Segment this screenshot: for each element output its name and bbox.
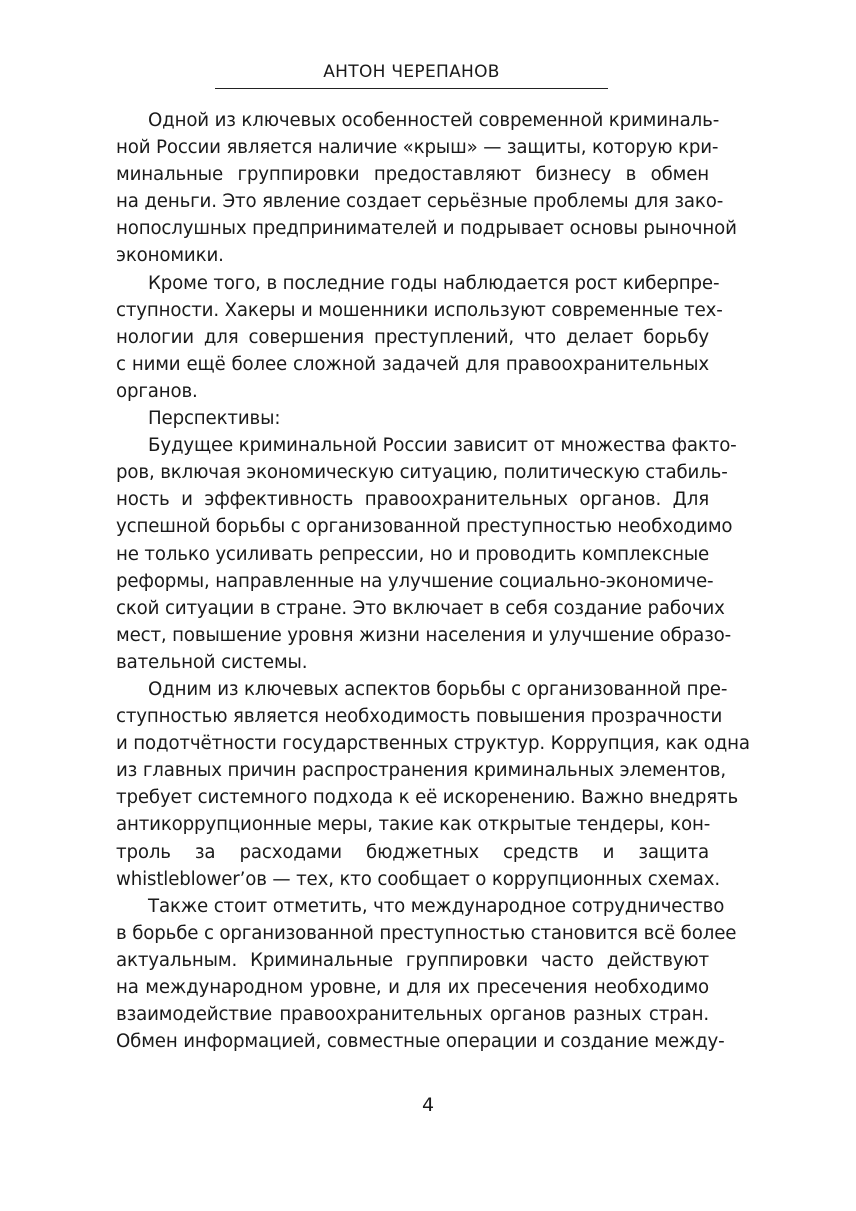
- paragraph: [116, 405, 709, 432]
- paragraph: [116, 432, 737, 676]
- text-line: Обмен информацией, совместные операции и создание между-: [116, 1031, 725, 1053]
- text-line: на деньги. Это явление создает серьёзные проблемы для зако-: [116, 191, 724, 213]
- text-line: Будущее криминальной России зависит от множества факто-: [148, 435, 737, 457]
- text-line: ность и эффективность правоохранительных органов. Для: [116, 489, 709, 511]
- text-line: мест, повышение уровня жизни населения и улучшение образо-: [116, 624, 731, 646]
- text-line: вательной системы.: [116, 651, 308, 673]
- text-line: в борьбе с организованной преступностью становится всё более: [116, 922, 737, 944]
- paragraph: [116, 893, 737, 1056]
- text-line: Перспективы:: [148, 408, 281, 430]
- text-line: реформы, направленные на улучшение социально-экономиче-: [116, 570, 714, 592]
- text-line: ной России является наличие «крыш» — защиты, которую кри-: [116, 137, 719, 159]
- text-line: с ними ещё более сложной задачей для правоохранительных: [116, 353, 709, 375]
- text-line: ров, включая экономическую ситуацию, политическую стабиль-: [116, 462, 728, 484]
- running-header-author: АНТОН ЧЕРЕПАНОВ: [215, 62, 608, 89]
- text-line: не только усиливать репрессии, но и проводить комплексные: [116, 543, 710, 565]
- text-line: минальные группировки предоставляют бизнесу в обмен: [116, 164, 709, 186]
- body-text: [116, 107, 750, 1055]
- text-line: Кроме того, в последние годы наблюдается рост киберпре-: [148, 272, 720, 294]
- text-line: Также стоит отметить, что международное сотрудничество: [148, 895, 725, 917]
- text-line: из главных причин распространения криминальных элементов,: [116, 760, 726, 782]
- paragraph: [116, 107, 737, 270]
- text-line: и подотчётности государственных структур. Коррупция, как одна: [116, 733, 750, 755]
- text-line: актуальным. Криминальные группировки часто действуют: [116, 949, 709, 971]
- text-line: whistleblower’ов — тех, кто сообщает о коррупционных схемах.: [116, 868, 721, 890]
- text-line: Одной из ключевых особенностей современной криминаль-: [148, 110, 720, 131]
- text-line: ступности. Хакеры и мошенники используют современные тех-: [116, 299, 723, 321]
- text-line: троль за расходами бюджетных средств и защита: [116, 841, 709, 863]
- text-line: антикоррупционные меры, такие как открытые тендеры, кон-: [116, 814, 711, 836]
- text-line: на международном уровне, и для их пресечения необходимо: [116, 977, 709, 998]
- text-line: взаимодействие правоохранительных органов разных стран.: [116, 1004, 709, 1026]
- paragraph: [116, 270, 723, 405]
- text-line: нопослушных предпринимателей и подрывает основы рыночной: [116, 218, 737, 240]
- text-line: ской ситуации в стране. Это включает в себя создание рабочих: [116, 597, 725, 619]
- text-line: требует системного подхода к её искоренению. Важно внедрять: [116, 787, 739, 809]
- text-line: органов.: [116, 380, 198, 402]
- text-line: успешной борьбы с организованной преступностью необходимо: [116, 516, 733, 538]
- text-line: нологии для совершения преступлений, что делает борьбу: [116, 326, 709, 348]
- text-line: Одним из ключевых аспектов борьбы с организованной пре-: [148, 678, 728, 700]
- page-number: 4: [421, 1094, 435, 1116]
- paragraph: [116, 676, 750, 893]
- text-line: ступностью является необходимость повышения прозрачности: [116, 706, 723, 728]
- text-line: экономики.: [116, 245, 224, 267]
